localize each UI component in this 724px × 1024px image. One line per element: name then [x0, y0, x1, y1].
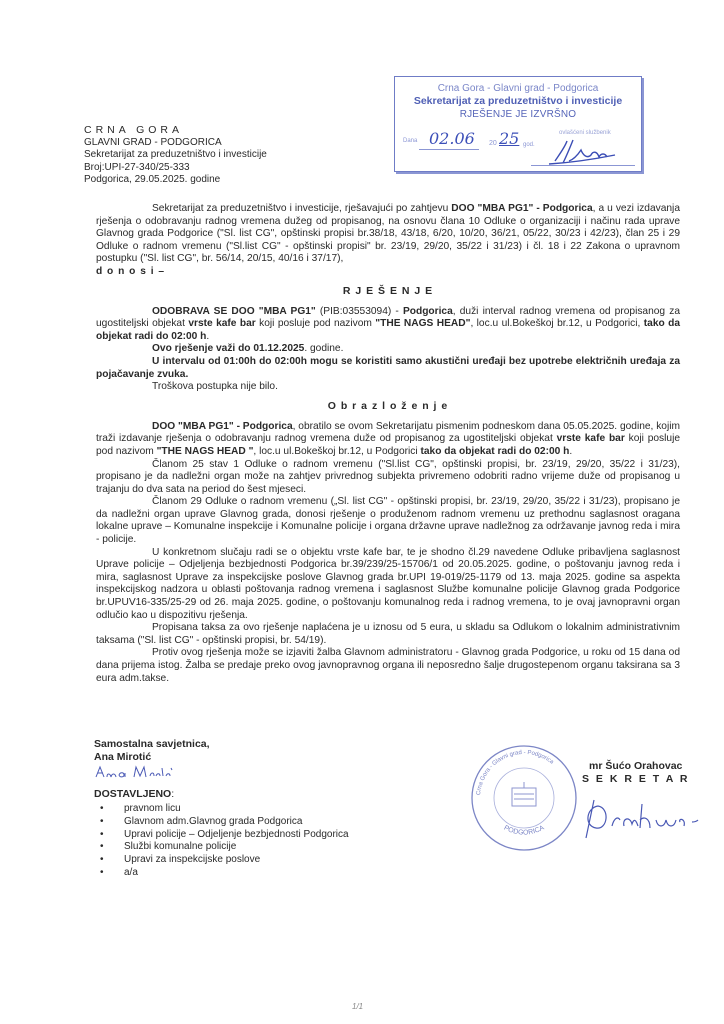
- delivery-list: [94, 803, 349, 880]
- reasoning-paragraph-5: [96, 622, 680, 647]
- decision-paragraph-2: [96, 343, 680, 356]
- document-header: [84, 124, 267, 187]
- decision-city: Podgorica: [402, 305, 453, 317]
- stamp-signature-label: ovlašćeni službenik: [559, 130, 611, 136]
- page-number: 1/1: [352, 1002, 364, 1011]
- executed-stamp: [394, 76, 642, 172]
- intro-paragraph: [96, 203, 680, 279]
- reasoning-title: O b r a z l o ž e n j e: [327, 399, 449, 412]
- intro-applicant: DOO "MBA PG1" - Podgorica: [451, 203, 593, 214]
- stamp-line-2: Sekretarijat za preduzetništvo i investicije: [413, 95, 623, 107]
- decision-hours: tako da objekat radi do 02:00 h: [96, 318, 681, 342]
- decision-pib: (PIB:03553094) -: [315, 305, 403, 317]
- svg-text:PODGORICA: [503, 824, 546, 836]
- svg-text:Crna Gora - Glavni grad - Podg: [476, 750, 555, 796]
- stamp-signature-line: [531, 165, 635, 166]
- decision-text-1: , duži interval radnog vremena od propisanog za ugostiteljski objekat: [96, 305, 680, 330]
- reasoning-article-29: Članom 29 Odluke o radnom vremenu („Sl. list CG" - opštinski propisi, br. 23/19, 29/20, 35/22 i 31/23), propisano je da nadležni organ uprave Glavnog grada, donosi rješenje o produženom radnom vremenu uz prethodnu saglasnost oragana lokalne uprave – Komunalne inspekcije i Komunalne policije i organa državne uprave nadležnog za održavanje javnog reda i mira - policije.: [96, 496, 680, 546]
- reasoning-hours: tako da objekat radi do 02:00 h: [420, 445, 570, 457]
- reasoning-paragraph-4: [96, 547, 680, 623]
- stamp-date-line: [419, 149, 479, 150]
- header-city: GLAVNI GRAD - PODGORICA: [84, 136, 222, 148]
- decision-costs: Troškova postupka nije bilo.: [152, 381, 278, 393]
- reasoning-type: vrste kafe bar: [556, 433, 625, 445]
- signatory-left-signature: [94, 765, 174, 779]
- signatory-right-name: mr Šućo Orahovac: [589, 760, 683, 772]
- decision-venue-name: "THE NAGS HEAD": [375, 318, 471, 330]
- delivery-section: DOSTAVLJENO: • pravnom licu • Glavnom adm.Glavnog grada Podgorica • Upravi policije – Odjeljenje bezbjednosti Podgorica • Službi komunalne policije • Upravi za inspekcijske poslove • a/a: [94, 788, 349, 880]
- decision-type: vrste kafe bar: [188, 318, 256, 330]
- intro-text-rest: , a u vezi izdavanja rješenja o odobravanju radnog vremena dužeg od propisanog, na osnovu člana 10 Odluke o organizaciji i načinu rada uprave Glavnog grada Podgorice ("Sl. list CG", opštinski propisi br.38/18, 43/18, 6/20, 10/20, 36/21, 05/22, 30/23 i 42/23), član 25 i 29 Odluke o radnom vremenu ("Sl.list CG" - opštinski propisi" br. 23/19, 29/20, 35/22 i 31/23) i čl. 18 i 22 Zakona o upravnom postupku ("Sl. list CG", br. 56/14, 20/15, 40/16 i 37/17),: [96, 203, 680, 265]
- delivery-item: • pravnom licu: [94, 803, 349, 816]
- reasoning-paragraph-6: [96, 647, 680, 685]
- delivery-item: • Službi komunalne policije: [94, 841, 349, 854]
- reasoning-applicant: DOO "MBA PG1" - Podgorica: [152, 420, 293, 432]
- decision-valid-until: Ovo rješenje važi do 01.12.2025: [152, 343, 305, 355]
- reasoning-text-4: .: [569, 445, 573, 457]
- document-body: [96, 203, 680, 685]
- stamp-line-1: Crna Gora - Glavni grad - Podgorica: [437, 83, 599, 94]
- decision-text-3: , loc.u ul.Bokeškoj br.12, u Podgorici,: [470, 318, 644, 330]
- reasoning-consents: U konkretnom slučaju radi se o objektu vrste kafe bar, te je shodno čl.29 navedene Odluke pribavljena saglasnost Uprave policije – Odjeljenja bezbjednosti Podgorica br.39/239/25-15706/1 od 20.05.2025. godine, o poštovanju javnog reda i mira, saglasnost Uprave za inspekcijske poslove Glavnog grada br.UPI 19-019/25-1179 od 13. maja 2025. godine sa aspekta inspekcijskog nadzora u oblasti poštovanja radnog vremena i saglasnost Službe komunalne policije Glavnog grada Podgorice br.UPUV16-335/25-29 od 26. maja 2025. godine, o poštovanju komunalnog reda i radnog vremena, to je ovaj javnopravni organ odlučio kao u dispozitivu rješenja.: [96, 546, 680, 621]
- reasoning-venue-name: "THE NAGS HEAD ": [156, 445, 254, 457]
- decision-paragraph-1: [96, 306, 680, 344]
- decision-paragraph-3: [96, 356, 680, 381]
- signatory-left-title: Samostalna savjetnica: [94, 738, 207, 750]
- signatory-left-name: Ana Mirotić: [94, 751, 152, 763]
- reasoning-text-2: koji posluje pod nazivom: [96, 433, 681, 457]
- donosi: d o n o s i –: [96, 265, 166, 277]
- decision-applicant: ODOBRAVA SE DOO "MBA PG1": [152, 305, 316, 317]
- reasoning-fee: Propisana taksa za ovo rješenje naplaćena je u iznosu od 5 eura, u skladu sa Odlukom o lokalnim administrativnim taksama ("Sl. list CG" - opštinski propisi, br. 54/19).: [96, 622, 680, 646]
- stamp-date-value: 02.06: [429, 129, 475, 148]
- seal-text-top: Crna Gora - Glavni grad - Podgorica: [476, 749, 555, 796]
- reasoning-text-1: , obratilo se ovom Sekretarijatu pismenim podneskom dana 05.05.2025. godine, kojim traži izdavanje rješenja o odobravanju radnog vremena duže od propisanog za ugostiteljski objekat: [96, 420, 680, 445]
- seal-text-bottom: PODGORICA: [502, 824, 546, 837]
- decision-text-2: koji posluje pod nazivom: [255, 318, 376, 330]
- document-footer-block: [92, 738, 692, 918]
- delivery-item: • Upravi za inspekcijske poslove: [94, 854, 349, 867]
- signatory-left: Samostalna savjetnica, Ana Mirotić: [94, 738, 210, 763]
- signatory-right-role: S E K R E T A R: [582, 773, 690, 785]
- intro-text: Sekretarijat za preduzetništvo i investicije, rješavajući po zahtjevu: [152, 203, 452, 214]
- delivery-item: • a/a: [94, 867, 349, 880]
- delivery-item: • Glavnom adm.Glavnog grada Podgorica: [94, 816, 349, 829]
- header-number: Broj:UPI-27-340/25-333: [84, 161, 190, 173]
- header-department: Sekretarijat za preduzetništvo i investicije: [84, 149, 267, 160]
- header-place-date: Podgorica, 29.05.2025. godine: [84, 174, 221, 185]
- reasoning-body: [96, 421, 680, 685]
- reasoning-paragraph-1: [96, 421, 680, 459]
- official-seal: [468, 742, 580, 854]
- stamp-signature: [545, 139, 625, 165]
- reasoning-paragraph-2: [96, 459, 680, 497]
- seal-emblem-icon: [512, 782, 536, 806]
- signatory-right-signature: [580, 794, 700, 840]
- reasoning-article-25: Članom 25 stav 1 Odluke o radnom vremenu ("Sl.list CG", opštinski propisi, br. 23/19, 29/20, 35/22 i 31/23), propisano je da nadležni organ može na zahtjev privrednog subjekta privremeno odobriti radno vrijeme duže od propisanog u trajanju do dva sata na period do šest mjeseci.: [96, 458, 680, 495]
- stamp-year-value: 25: [499, 129, 520, 148]
- decision-text-4: .: [206, 330, 210, 342]
- reasoning-text-3: , loc.u ul.Bokeškoj br.12, u Podgorici: [253, 445, 421, 457]
- signatory-right: [582, 760, 689, 786]
- stamp-date-label: Dana: [403, 138, 418, 144]
- reasoning-appeal: Protiv ovog rješenja može se izjaviti žalba Glavnom administratoru - Glavnog grada Podgorice, u roku od 15 dana od dana prijema istog. Žalba se predaje preko ovog javnopravnog organa ili neposredno šalje drugostepenom organu taksirana sa 3 eura adm.takse.: [96, 647, 680, 684]
- stamp-line-3: RJEŠENJE JE IZVRŠNO: [459, 109, 577, 120]
- delivery-label: DOSTAVLJENO: [94, 788, 172, 800]
- decision-paragraph-4: [96, 381, 680, 394]
- decision-valid-suffix: . godine.: [304, 343, 344, 355]
- header-country: CRNA GORA: [84, 124, 184, 136]
- reasoning-paragraph-3: [96, 496, 680, 546]
- decision-sound-rule: U intervalu od 01:00h do 02:00h mogu se koristiti samo akustični uređaji bez upotrebe električnih uređaja za pojačavanje zvuka.: [96, 355, 680, 380]
- stamp-year-suffix: god.: [523, 142, 535, 148]
- stamp-year-prefix: 20: [489, 140, 497, 147]
- delivery-item: • Upravi policije – Odjeljenje bezbjednosti Podgorica: [94, 829, 349, 842]
- decision-title: R J E Š E N J E: [342, 284, 434, 297]
- decision-body: [96, 306, 680, 394]
